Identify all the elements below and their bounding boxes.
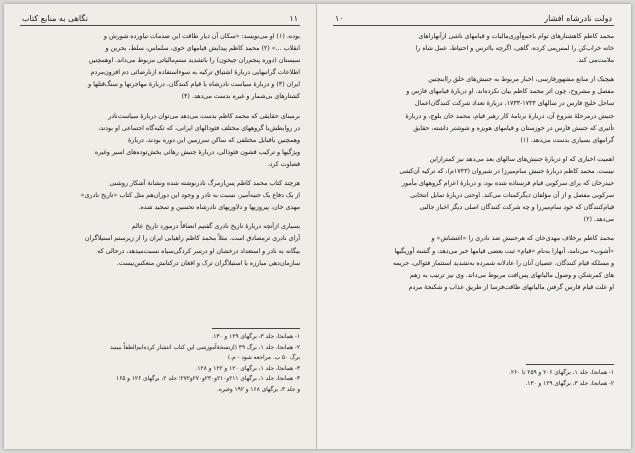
text-line: قیام‌کنندگان که خود سام‌میرزا و چه شرکت کنندگان اصلی دیگر اخبار جالبی [419, 204, 614, 212]
footnote: ۳- همانجا، جلد ۱، برگهای ۱۲۰ و ۱۲۲ و ۱۲۸. [195, 365, 300, 372]
text-line: تأثیری که جنبش فارس در خوزستان و قیامهای هویزه و شوشتر داشته، حقایق [413, 124, 614, 132]
right-page-header [333, 14, 614, 26]
right-running-title: دولت نادرشاه افشار [544, 14, 612, 23]
right-page [317, 4, 630, 449]
text-line: انقلاب ...» (۲) محمد کاظم پیدایش قیامهای خوی، سلماس، سلط، بحرین و [105, 45, 300, 53]
text-line: قضاوت کرد. [267, 160, 300, 168]
footnote: ۱- همانجا، جلد ۱، برگهای ۲۰۶ و ۲۵۹ تا ۲۶۰. [508, 370, 614, 376]
text-line: او علت قیام فارس گرفتن مالیاتهای طاقت‌فرسا از طریق عذاب و شکنجهٔ مردم [408, 283, 614, 291]
left-page [4, 4, 317, 449]
text-line: از یک دفاع یک جنبه‌آمیز، نسبت به تادر و وجود این دوران‌هم مثل کتاب «تاریخ نادری» [80, 192, 300, 200]
right-page-number: ۱۰ [335, 14, 344, 23]
text-line: محمد کاظم کاهشتارهای توام باجمع‌آوری‌مالیات و قیامهای ناشی ازآنهارا‌های [418, 33, 614, 40]
text-line: جنبش درمرحلهٔ شروع آن، دربارهٔ برنامهٔ کار رهبر قیام، محمد خان بلوچ، و دربارهٔ [405, 112, 614, 120]
text-line: های کمرشکن و وصول مالیاتهای پس‌افت مربوط می‌داند. وی نیز ترتیب به زهم [409, 271, 614, 279]
text-line: گرانبهای بسیاری بدست می‌دهد. (۱) [520, 136, 614, 144]
right-page-body [333, 31, 614, 294]
text-line: بسیاری ازآنچه درباره‌ٔ تاریخ نادری گفتیم اتضاقاً درمورد تاریخ عالم [131, 223, 300, 231]
footnote: و جلد ۳، برگهای ۱۶۸ و ۱۹۲ وغیره. [217, 386, 300, 393]
left-page-body [20, 31, 300, 270]
footnote-rule [212, 328, 300, 329]
text-line: مفصل و مشروح، چون اثر محمد کاظم بیان نکرده‌اند. او دربارهٔ قیامهای فارس و [406, 88, 614, 96]
text-line: کشتارهای بی‌شمار و غیره بدست می‌دهد. (۴) [181, 93, 300, 101]
text-line: بیگانه به نادر و استعداد درخشان او درسر کردگی‌سپاه نسبت‌میدهد، درحالی که [97, 247, 300, 255]
paragraph-gap [20, 214, 300, 221]
text-line: سرکوبی مفصل و از آن مؤلفان دیگرکمتات می‌کند. اوحتی دربارهٔ تمایل انتخابی [410, 192, 614, 200]
footnote: ۴- همانجا، جلد ۱، برگهای ۲۱۱و۲۱۰و۲۳۰و۲۷۰و۲۷۲؛ جلد ۲، برگهای ۱۲۶ و ۱۶۵ [115, 376, 300, 382]
text-line: مهدی خان، پیروزیها و دلاوریهای نادرشاه تحسین و تمجید شده. [138, 204, 300, 212]
right-footnotes [333, 364, 614, 389]
footnote: ۲- همانجا، جلد ۳، برگهای ۱۲۹ و ۱۳۰. [525, 380, 614, 387]
paragraph-gap [333, 67, 614, 74]
left-page-header [20, 14, 300, 26]
paragraph-gap [333, 147, 614, 154]
left-running-title: نگاهی به منابع کتاب [22, 14, 88, 23]
paragraph-gap [333, 226, 614, 233]
book-spread [4, 4, 631, 449]
footnote: برگ ۵۰ ب. مراجعه شود - م.) [227, 355, 300, 361]
text-line: خانه خراب‌کن را لمس‌می کرده، گاهی، اگرچه بااترس و احتیاط، عمل شاه را [415, 45, 614, 53]
text-line: آرای نادری ترمصادق است. مثلاً محمد کاظم راهیابی ایران را از زیرستم استیلاگران [84, 235, 300, 243]
text-line: هرچند کتاب محمد کاظم پس‌ازمرگ نادر‌نوشته شده ونشانهٔ آشکار روشنی [109, 180, 300, 188]
text-line: اطلاعات گرانبهایی دربارهٔ اشتیاق ترکیه به سوءاستفاده ازنارضائی دم افزون‌مردم [90, 69, 300, 77]
footnote: ۱- همانجا، جلد ۳، برگهای ۱۲۹ و ۱۳۰. [211, 334, 300, 340]
text-line: ایران (۳) و دربارهٔ سیاست نادرشاه با قیام کنندگان، دربارهٔ مهاجرتها و سنگ‌قتلها و [88, 81, 300, 89]
text-line: و مسلکه قیام کنندگان، عصیان آنان را عادلانه شمرده به‌تشدید استثمار فئوالی، جریمه [392, 259, 614, 267]
text-line: محمد کاظم برخلاف مهدی‌خان که هرجنبش ضد نادری را «اغتشاش» و [431, 235, 614, 243]
paragraph-gap [20, 171, 300, 178]
text-line: «آشوب» می‌نامد، آنهارا به‌نام «قیام» ثبت بعضی قیامها خبر می‌دهد، و گشته آوریگیها [394, 247, 614, 255]
text-line: می‌دهد. (۲) [583, 216, 614, 224]
text-line: در روابطش‌با گروههای مختلف فئودالهای ایرانی، که تکیه‌گاه اجتماعی او بودند، [98, 124, 300, 132]
text-line: ساحل خلیج فارس در سالهای ۱۷۳۴-۱۷۳۳، دربارهٔ تعداد شرکت کنندگان‌اعمال [414, 100, 614, 108]
text-line: ملامت‌می کند. [576, 57, 614, 65]
text-line: ویژگیها و ترکیب قشون فئودالی، دربارهٔ جنبش رهائی بخش‌توده‌های اسیر وغیره [94, 148, 300, 156]
text-line: برمبنای حقایقی که محمد کاظم بدست می‌دهد می‌توان دربارهٔ سیاست‌نادر [108, 112, 300, 120]
footnote: ۲- همانجا، جلد ۱، برگ ۴۹ (ازنسخهٔ‌آموزشی این کتاب انتشار کرده‌ایم‌الطفاً ببینید [109, 344, 300, 351]
footnote-rule [526, 364, 614, 365]
left-page-number: ۱۱ [289, 14, 298, 23]
text-line: سیستان (دوره پنجم‌ران جیحون) را باتشدید ستم‌مالیاتی مربوط می‌داند. اوهمچنین [88, 57, 300, 65]
text-line: هیچیک از منابع مشهورفارسی، اخبار مربوط به جنبش‌های خلق را‌اینچنین [428, 76, 614, 84]
paragraph-gap [20, 104, 300, 111]
left-footnotes [20, 328, 300, 395]
text-line: بوده، (۱) او می‌نویسد: «سکان آن دیار طاقت این صدمات نیاورده شورش و [103, 33, 300, 40]
text-line: حیدرخان که برای سرکوبی قیام فرستاده شده بود، و دربارهٔ اعزام گروههای مأمور [401, 180, 614, 188]
text-line: اهمیت اخباری که او دربارهٔ جنبش‌های سالهای بعد می‌دهد نیز کمترازاین [429, 155, 614, 163]
text-line: نیست. محمد کاظم دربارهٔ جنبش سام‌میرزا در شیروان (۱۷۴۳م)، که ترکیه آن‌کشی [399, 167, 614, 175]
text-line: سازمان‌دهی مبارزه با استیلاگران ترک و افغان درکتابش منعکس‌نیست. [116, 259, 300, 267]
text-line: وهمچنین باقبایل مختلفی که ساکن سرزمین این دوره بودند، دربارهٔ [127, 136, 300, 144]
